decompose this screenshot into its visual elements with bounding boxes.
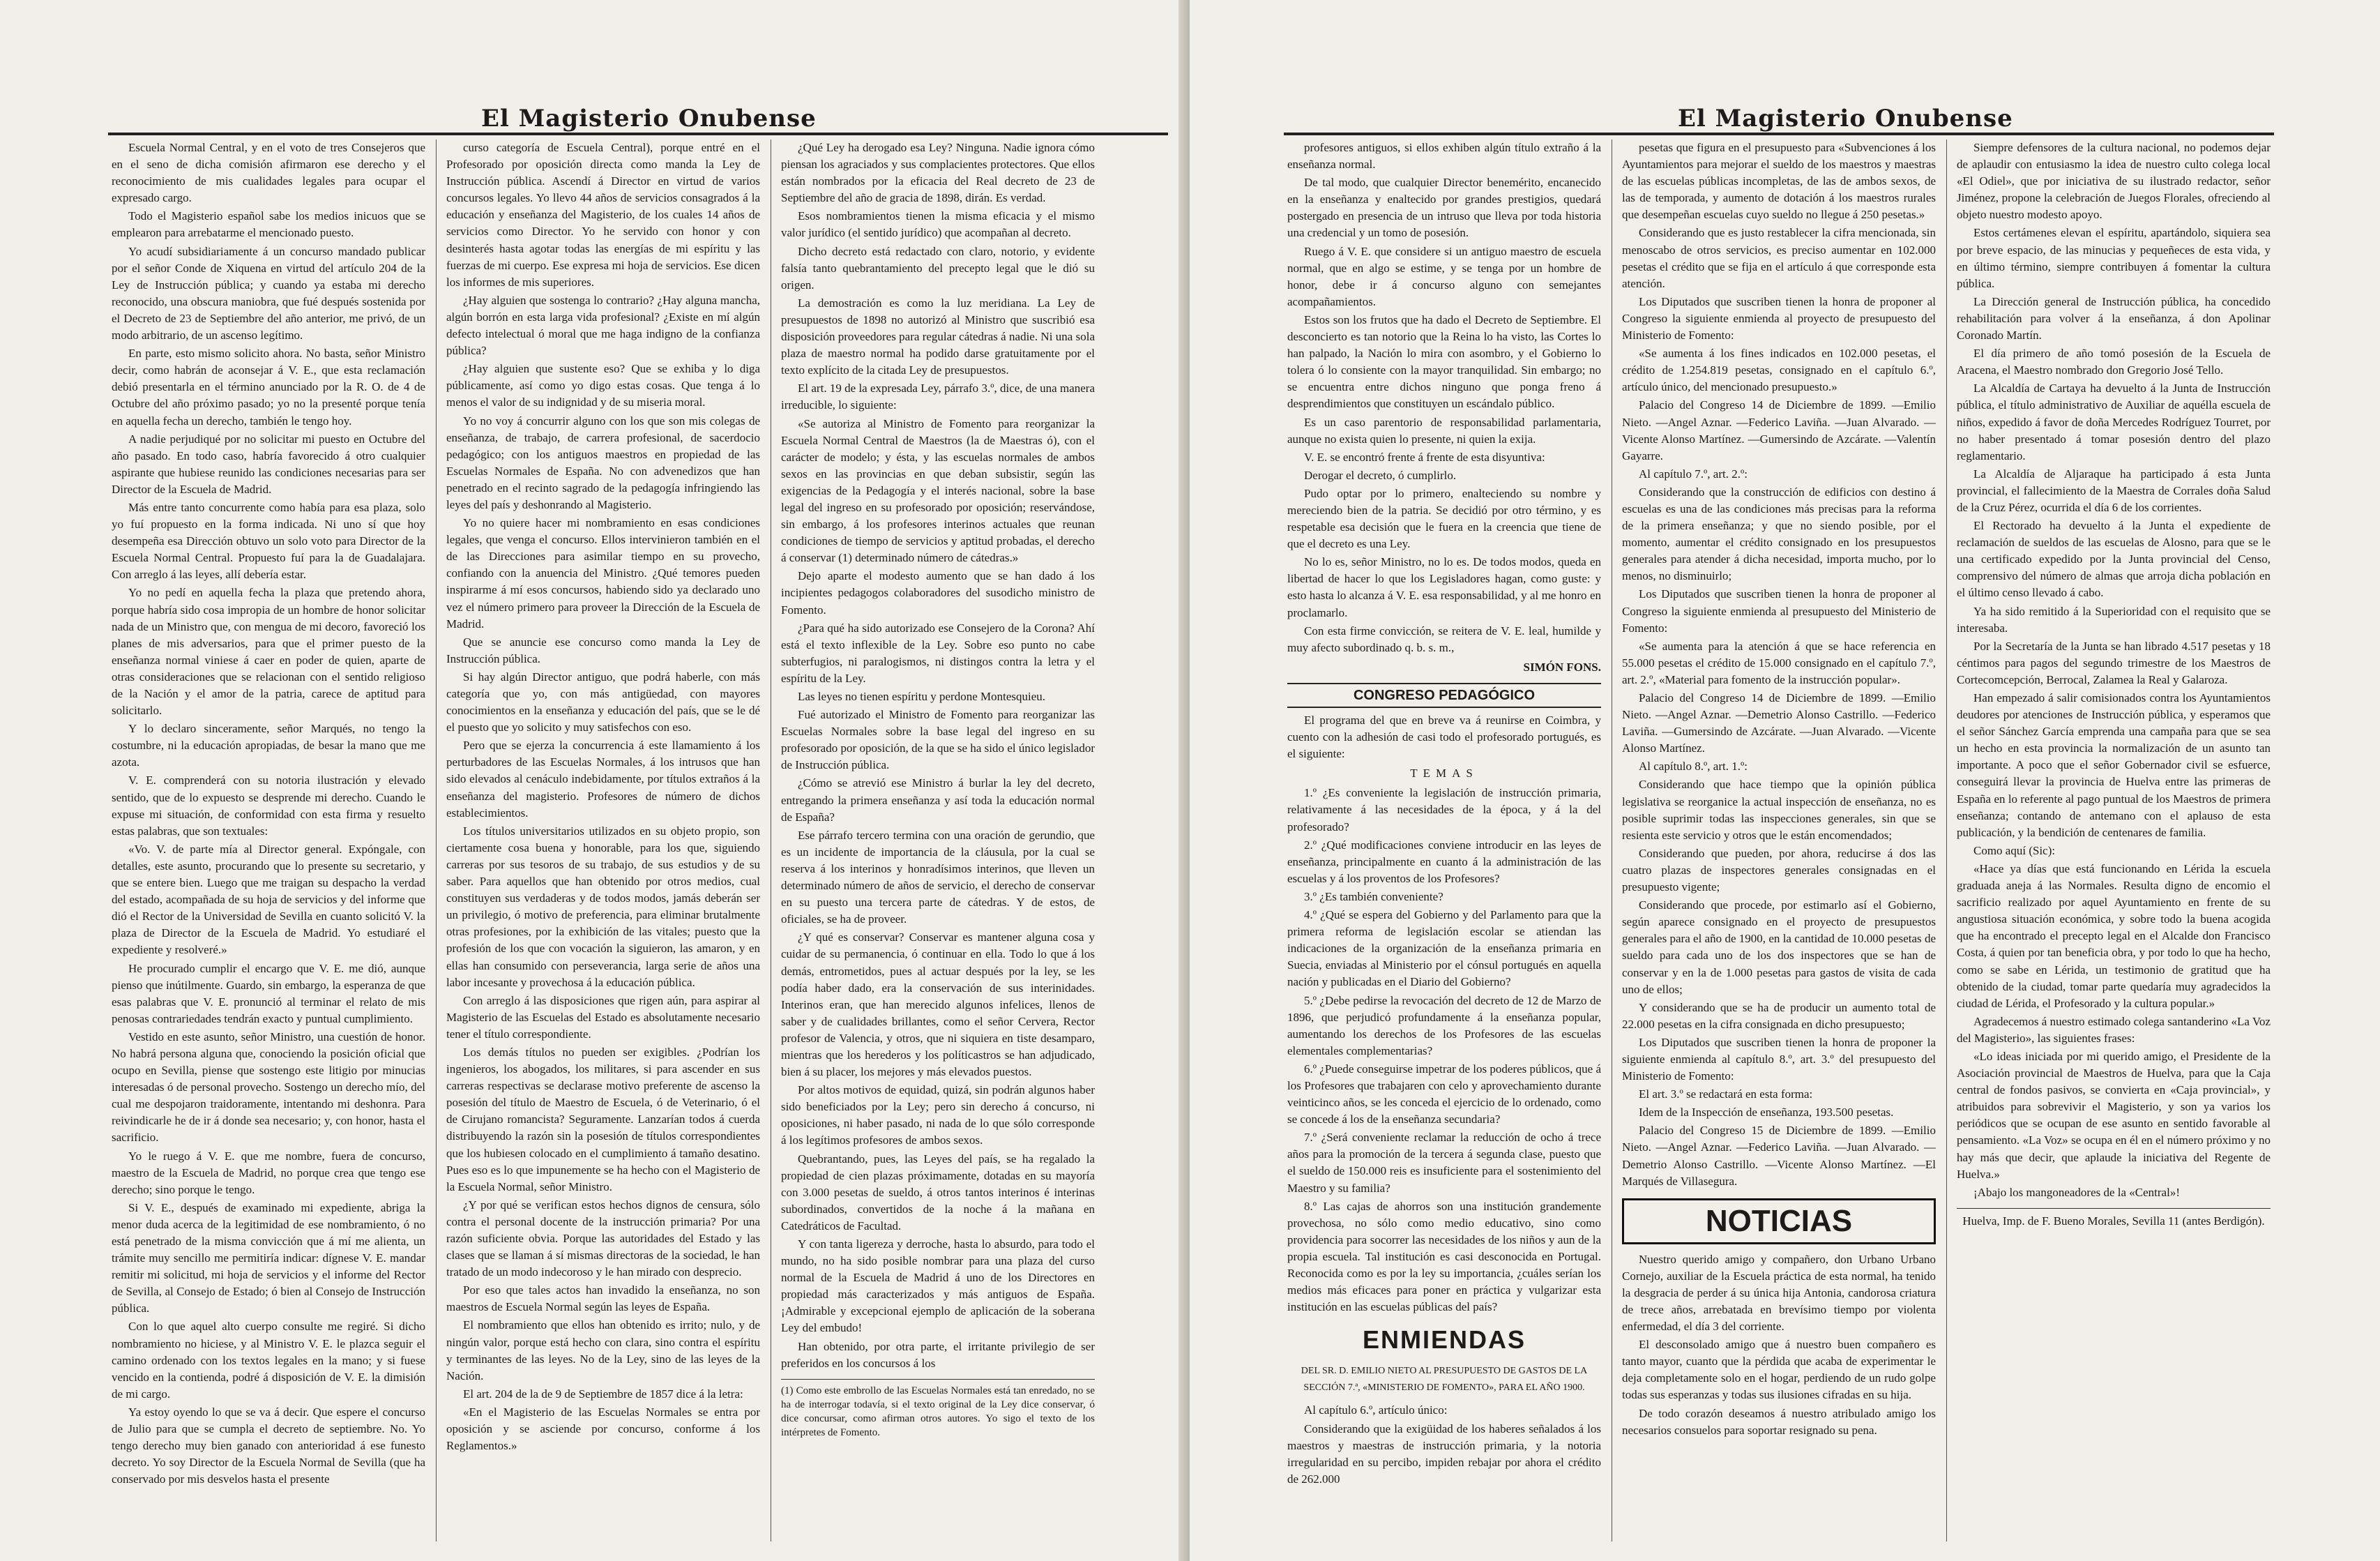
paragraph: El Rectorado ha devuelto á la Junta el expediente de reclamación de sueldos de las escuelas de Alosno, para que se le una certificado expedido por la Junta provincial del Censo, comprensivo del número de almas que arroja dicha población en el último censo llevado á cabo. <box>1957 519 2271 600</box>
paragraph: «Lo ideas iniciada por mi querido amigo, el Presidente de la Asociación provincial de Maestros de Huelva, para que la Caja central de fondos pasivos, se convierta en «Caja provincial», y atribuidos para sobrevivir el Magisterio, y son ya varios los periódicos que se ocupan de ese asunto en sentido favorable al pensamiento. «La Voz» se ocupa en él en el número próximo y no hay más que decir, que aplaude la iniciativa del Regente de Huelva.» <box>1957 1049 2271 1181</box>
paragraph: Ruego á V. E. que considere si un antiguo maestro de escuela normal, que en algo se estime, y se tenga por un hombre de honor, debe ir á concurso alguno con semejantes acompañamientos. <box>1287 244 1601 308</box>
paragraph: «En el Magisterio de las Escuelas Normales se entra por oposición y se asciende por concurso, conforme á los Reglamentos.» <box>446 1405 760 1453</box>
paragraph: El desconsolado amigo que á nuestro buen compañero es tanto mayor, cuanto que la pérdida que acaba de experimentar le deja completamente solo en el hogar, perdiendo de un rudo golpe todas sus esperanzas y todas sus ilusiones cifradas en su hija. <box>1622 1338 1936 1402</box>
paragraph: Ese párrafo tercero termina con una oración de gerundio, que es un incidente de importancia de la cláusula, por la cual se reserva á los interinos y honradísimos interinos, que lleven un determinado número de años de servicio, el derecho de conservar en su puesto una tercera parte de cátedras. Y de estos, de oficiales, se ha de proveer. <box>781 828 1095 926</box>
masthead-right: El Magisterio Onubense <box>1678 105 2013 133</box>
paragraph: Los títulos universitarios utilizados en su objeto propio, son ciertamente cosa buena y honorable, para los que, siguiendo carreras por sus tesoros de su trabajo, de sus estudios y de su saber. Para aquellos que han obtenido por otros medios, cual constituyen sus verdaderas y de todos modos, jamás deberán ser un privilegio, ó motivo de preferencia, para eliminar brutalmente otras profesiones, por la exhibición de las vitales; puesto que la profesión de los que con vocación la siguieron, las amaron, y en ellas han consumido con perseverancia, larga serie de años una labor incesante y provechosa á la educación pública. <box>446 824 760 989</box>
paragraph: Dejo aparte el modesto aumento que se han dado á los incipientes pedagogos colaboradores del susodicho ministro de Fomento. <box>781 569 1095 617</box>
paragraph: Ya estoy oyendo lo que se va á decir. Que espere el concurso de Julio para que se cumpla el decreto de septiembre. No. Yo tengo derecho muy bien ganado con anterioridad á ese funesto decreto. Yo soy Director de la Escuela Normal de Sevilla (que ha conservado por mis desvelos hasta el presente <box>112 1405 425 1486</box>
paragraph: Han obtenido, por otra parte, el irritante privilegio de ser preferidos en los concursos á los <box>781 1339 1095 1370</box>
paragraph: ¿Hay alguien que sostenga lo contrario? ¿Hay alguna mancha, algún borrón en esta larga vida profesional? ¿Existe en mí algún defecto intelectual ó moral que me haga indigno de la confianza pública? <box>446 293 760 358</box>
paragraph: Nuestro querido amigo y compañero, don Urbano Urbano Cornejo, auxiliar de la Escuela práctica de esta normal, ha tenido la desgracia de perder á su única hija Antonia, candorosa criatura de trece años, arrebatada en brevísimo tiempo por violenta enfermedad, el día 3 del corriente. <box>1622 1252 1936 1334</box>
congreso-themes <box>1287 785 1601 1315</box>
paragraph: 5.º ¿Debe pedirse la revocación del decreto de 12 de Marzo de 1896, que perjudicó profundamente á la enseñanza popular, aumentando los derechos de los Profesores de las escuelas elementales complementarias? <box>1287 993 1601 1057</box>
left-column-2 <box>446 139 760 1541</box>
enmiendas-subheading: DEL SR. D. EMILIO NIETO AL PRESUPUESTO DE GASTOS DE LA SECCIÓN 7.ª, «MINISTERIO DE FOMENTO», PARA EL AÑO 1900. <box>1301 1366 1588 1394</box>
paragraph: Los Diputados que suscriben tienen la honra de proponer la siguiente enmienda al capítulo 8.º, art. 3.º del presupuesto del Ministerio de Fomento: <box>1622 1035 1936 1083</box>
paragraph: «Vo. V. de parte mía al Director general. Expóngale, con detalles, este asunto, procurando que lo presente su secretario, y que se entere bien. Luego que me traigan su despacho la verdad del estado, acompañada de su hoja de servicios y del informe que dió el Rector de la Universidad de Sevilla en cuanto solicitó V. la plaza de Director de la Escuela de Madrid. Yo estudiaré el expediente y resolveré.» <box>112 842 425 957</box>
paragraph: La Alcaldía de Aljaraque ha participado á esta Junta provincial, el fallecimiento de la Maestra de Corrales doña Salud de la Cruz Pérez, ocurrida el día 6 de los corrientes. <box>1957 467 2271 514</box>
paragraph: «Se autoriza al Ministro de Fomento para reorganizar la Escuela Normal Central de Maestros (la de Maestras ó), con el carácter de modelo; y ésta, y las escuelas normales de ambos sexos en las provincias en que deban subsistir, según las exigencias de la Pedagogía y el interés nacional, sobre la base legal del ingreso en su profesorado por oposición; reservándose, sin embargo, á los profesores interinos actuales que reunan condiciones de tiempo de servicios y aptitud probadas, el derecho á conservar (1) determinado número de cátedras.» <box>781 416 1095 565</box>
paragraph: ¿Y qué es conservar? Conservar es mantener alguna cosa y cuidar de su permanencia, ó continuar en ella. Todo lo que á los demás, entrometidos, pues al actuar después por la ley, se les podía haber dado, era la conservación de sus interinidades. Interinos eran, que han merecido algunos infelices, llenos de saber y de cualidades brillantes, como el señor Cervera, Rector profesor de Valencia, y otros, que ni siquiera en tiste desamparo, mientras que los herederos y los políticastros se han adjudicado, bien á su placer, los mejores y más elevados puestos. <box>781 930 1095 1079</box>
congreso-intro: El programa del que en breve va á reunirse en Coimbra, y cuento con la adhesión de casi todo el profesorado portugués, es el siguiente: <box>1287 714 1601 761</box>
right-column-2 <box>1622 139 1936 1541</box>
paragraph: Agradecemos á nuestro estimado colega santanderino «La Voz del Magisterio», las siguientes frases: <box>1957 1014 2271 1045</box>
right-column-3-text <box>1957 139 2271 1201</box>
temas-label: TEMAS <box>1410 767 1478 780</box>
right-column-2-text <box>1622 139 1936 1190</box>
paragraph: Que se anuncie ese concurso como manda la Ley de Instrucción pública. <box>446 635 760 665</box>
paragraph: Los Diputados que suscriben tienen la honra de proponer al Congreso la siguiente enmienda al proyecto de presupuesto del Ministerio de Fomento: <box>1622 294 1936 342</box>
paragraph: Ya ha sido remitido á la Superioridad con el requisito que se interesaba. <box>1957 604 2271 635</box>
paragraph: La demostración es como la luz meridiana. La Ley de presupuestos de 1898 no autorizó al Ministro que suscribió esa disposición proveedores para regular cátedras á nadie. Ni una sola plaza de maestro normal ha podido darse gratuitamente por el texto explícito de la citada Ley de presupuestos. <box>781 296 1095 377</box>
paragraph: A nadie perjudiqué por no solicitar mi puesto en Octubre del año pasado. En todo caso, habría favorecido á otro cualquier aspirante que hubiese reunido las condiciones necesarias para ser Director de la Escuela de Madrid. <box>112 432 425 496</box>
paragraph: La Alcaldía de Cartaya ha devuelto á la Junta de Instrucción pública, el título administrativo de Auxiliar de aquélla escuela de niños, expedido á favor de doña Mercedes Rodríguez Tourret, por no haber presentado á tomar posesión dentro del plazo reglamentario. <box>1957 382 2271 462</box>
paragraph: curso categoría de Escuela Central), porque entré en el Profesorado por oposición directa como manda la Ley de Instrucción pública. Ascendí á Director en virtud de varios concursos legales. Yo llevo 44 años de servicios consagrados á la educación y enseñanza del Magisterio, de los cuales 14 años de servicios como Director. Yo he servido con honor y con desinterés hasta agotar todas las energías de mi espíritu y las fuerzas de mi cuerpo. Ese expresa mi hoja de servicios. Ese dicen los informes de mis superiores. <box>446 141 760 289</box>
left-column-3 <box>781 139 1095 1541</box>
paragraph: Fué autorizado el Ministro de Fomento para reorganizar las Escuelas Normales sobre la base legal del ingreso en su profesorado por oposición, de la que se ha sido el único legislador de Instrucción pública. <box>781 708 1095 772</box>
noticias-text <box>1622 1251 1936 1439</box>
paragraph: Como aquí (Sic): <box>1973 843 2056 857</box>
paragraph: Al capítulo 8.º, art. 1.º: <box>1639 760 1748 774</box>
paragraph: 8.º Las cajas de ahorros son una institución grandemente provechosa, no sólo como medio educativo, sino como providencia para socorrer las necesidades de los niños y aun de la propia escuela. Tal institución es casi desconocida en Portugal. Reconocida como es por la ley su importancia, ¿cuáles serían los medios más eficaces para poner en práctica y vulgarizar esta institución en las escuelas públicas del país? <box>1287 1199 1601 1314</box>
paragraph: «Hace ya días que está funcionando en Lérida la escuela graduada aneja á las Normales. Resulta digno de encomio el sacrificio realizado por aquel Ayuntamiento en frente de su angustiosa situación económica, y sobre todo la buena acogida que ha encontrado el precepto legal en el Alcalde don Francisco Costa, á quien por tan beneficia obra, y por todo lo que ha hecho, como se sabe en Lérida, un testimonio de gratitud que ha obtenido de la ciudad, tomar parte quedaría muy agradecidos la ciudad de Lérida, el Profesorado y la cultura popular.» <box>1957 861 2271 1010</box>
paragraph: Palacio del Congreso 14 de Diciembre de 1899. —Emilio Nieto. —Angel Aznar. —Federico Laviña. —Juan Alvarado. —Vicente Alonso Martínez. —Gumersindo de Azcárate. —Valentín Gayarre. <box>1622 398 1936 462</box>
paragraph: Palacio del Congreso 14 de Diciembre de 1899. —Emilio Nieto. —Angel Aznar. —Demetrio Alonso Castrillo. —Federico Laviña. —Gumersindo de Azcárate. —Juan Alvarado. —Vicente Alonso Martínez. <box>1622 691 1936 755</box>
paragraph: Yo acudí subsidiariamente á un concurso mandado publicar por el señor Conde de Xiquena en virtud del artículo 204 de la Ley de Instrucción pública; y cuando ya estaba mi derecho reconocido, una obscura maniobra, que fué después sostenida por el Decreto de 23 de Septiembre del año anterior, me privó, de un modo arbitrario, de un ascenso legítimo. <box>112 244 425 342</box>
paragraph: Siempre defensores de la cultura nacional, no podemos dejar de aplaudir con entusiasmo la idea de nuestro culto colega local «El Odiel», que por iniciativa de su ilustrado redactor, señor Jiménez, propone la celebración de Juegos Florales, ofreciendo al objeto nuestro modesto apoyo. <box>1957 141 2271 222</box>
paragraph: V. E. comprenderá con su notoria ilustración y elevado sentido, que de lo expuesto se desprende mi derecho. Cuando le expuse mi situación, de conformidad con esta firma y resuelto estas palabras, que son textuales: <box>112 774 425 838</box>
paragraph: Considerando que es justo restablecer la cifra mencionada, sin menoscabo de otros servicios, es preciso aumentar en 102.000 pesetas el crédito que se fija en el artículo á que corresponde esta atención. <box>1622 226 1936 290</box>
paragraph: Yo no quiere hacer mi nombramiento en esas condiciones legales, que venga el concurso. Ellos intervinieron también en el de las Direcciones para asimilar tiempo en su provecho, confiando con la anuencia del Ministro. ¿Qué temores pueden inspirarme á mí esos concursos, habiendo sido ya declarado uno vez el número primero para proveer la Dirección de la Escuela de Madrid. <box>446 516 760 631</box>
paragraph: Esos nombramientos tienen la misma eficacia y el mismo valor jurídico (el sentido jurídico) que acompañan al decreto. <box>781 209 1095 240</box>
paragraph: Es un caso parentorio de responsabilidad parlamentaria, aunque no exista quien lo presente, ni quien la exija. <box>1287 415 1601 446</box>
paragraph: Y considerando que se ha de producir un aumento total de 22.000 pesetas en la cifra consignada en dicho presupuesto; <box>1622 1000 1936 1031</box>
paragraph: El nombramiento que ellos han obtenido es irrito; nulo, y de ningún valor, porque está hecho con clara, sino contra el espíritu y terminantes de las leyes. No de la Ley, sino de las leyes de la Nación. <box>446 1318 760 1382</box>
paragraph: Palacio del Congreso 15 de Diciembre de 1899. —Emilio Nieto. —Angel Aznar. —Federico Laviña. —Juan Alvarado. —Demetrio Alonso Castrillo. —Vicente Alonso Martínez. —El Marqués de Villasegura. <box>1622 1124 1936 1188</box>
paragraph: 4.º ¿Qué se espera del Gobierno y del Parlamento para que la primera reforma de legislación escolar se atiendan las indicaciones de la organización de la enseñanza primaria en Suecia, enviadas al Ministerio por el cónsul portugués en aquella nación y publicadas en el Diario del Gobierno? <box>1287 908 1601 989</box>
paragraph: «Se aumenta á los fines indicados en 102.000 pesetas, el crédito de 1.254.819 pesetas, consignado en el capítulo 6.º, artículo único, del mencionado presupuesto.» <box>1622 347 1936 394</box>
paragraph: Considerando que hace tiempo que la opinión pública legislativa se reorganice la actual inspección de enseñanza, no es posible suprimir todas las inspecciones generales, sin que se resienta este servicio y otros que le están encomendados; <box>1622 778 1936 842</box>
paragraph: Y lo declaro sinceramente, señor Marqués, no tengo la costumbre, ni la educación apropiadas, de besar la mano que me azota. <box>112 722 425 769</box>
paragraph: pesetas que figura en el presupuesto para «Subvenciones á los Ayuntamientos para mejorar el sueldo de los maestros y maestras de las escuelas públicas incompletas, de las de ambos sexos, de las de temporada, y aumento de dotación á los maestros rurales que desempeñan escuelas cuyo sueldo no llegue á 250 pesetas.» <box>1622 141 1936 222</box>
paragraph: Las leyes no tienen espíritu y perdone Montesquieu. <box>798 690 1046 703</box>
paragraph: 3.º ¿Es también conveniente? <box>1304 889 1443 903</box>
paragraph: Los Diputados que suscriben tienen la honra de proponer al Congreso la siguiente enmienda al presupuesto del Ministerio de Fomento: <box>1622 587 1936 635</box>
paragraph: 1.º ¿Es conveniente la legislación de instrucción primaria, relativamente á las necesidades de la época, y á la del profesorado? <box>1287 786 1601 834</box>
paragraph: Por la Secretaría de la Junta se han librado 4.517 pesetas y 18 céntimos para pagos del segundo trimestre de los Maestros de Cortecomcepción, Berrocal, Zalamea la Real y Galaroza. <box>1957 639 2271 686</box>
paragraph: He procurado cumplir el encargo que V. E. me dió, aunque pienso que inútilmente. Guardo, sin embargo, la esperanza de que esas palabras que V. E. pronunció al terminar el relato de mis penosas contrariedades tendrán exacto y puntual cumplimiento. <box>112 961 425 1025</box>
right-column-3 <box>1957 139 2271 1541</box>
column-divider <box>436 139 437 1541</box>
imprint: Huelva, Imp. de F. Bueno Morales, Sevilla 11 (antes Berdigón). <box>1957 1208 2271 1230</box>
paragraph: Considerando que la exigüidad de los haberes señalados á los maestros y maestras de instrucción primaria, y la notoria irregularidad en su percibo, impiden rebajar por ahora el crédito de 262.000 <box>1287 1422 1601 1486</box>
noticias-heading: NOTICIAS <box>1622 1198 1936 1244</box>
paragraph: 7.º ¿Será conveniente reclamar la reducción de ocho á trece años para la promoción de la tercera á segunda clase, puesto que el sueldo de 150.000 reis es insuficiente para el sostenimiento del Maestro y su familia? <box>1287 1131 1601 1195</box>
left-column-1 <box>112 139 425 1541</box>
paragraph: El art. 3.º se redactará en esta forma: <box>1639 1087 1813 1101</box>
masthead-left: El Magisterio Onubense <box>481 105 817 133</box>
left-column-3-text <box>781 139 1095 1372</box>
paragraph: Más entre tanto concurrente como había para esa plaza, solo yo fuí propuesto en la forma indicada. Ni uno sí que hoy desempeña esa Dirección obtuvo un solo voto para Director de la Escuela Normal Central. Propuesto fuí para la de Guadalajara. Con arreglo á las leyes, allí debería estar. <box>112 500 425 582</box>
paragraph: Y con tanta ligereza y derroche, hasta lo absurdo, para todo el mundo, no ha sido posible nombrar para una plaza del curso normal de la Escuela de Madrid á uno de los Directores en propiedad más caracterizados y más antiguos de España. ¡Admirable y excepcional ejemplo de aplicación de la soberana Ley del embudo! <box>781 1237 1095 1335</box>
paragraph: 6.º ¿Puede conseguirse impetrar de los poderes públicos, que á los Profesores que trabajaren con celo y aprovechamiento durante veinticinco años, se les conceda el ejercicio de lo ordenado, como se concede á los de la enseñanza secundaria? <box>1287 1062 1601 1126</box>
paragraph: ¿Para qué ha sido autorizado ese Consejero de la Corona? Ahí está el texto inflexible de la Ley. Sobre eso punto no cabe subterfugios, ni paralogismos, ni distingos contra la letra y el espíritu de la Ley. <box>781 621 1095 685</box>
paragraph: ¡Abajo los mangoneadores de la «Central»! <box>1973 1185 2180 1199</box>
enmiendas-heading: ENMIENDAS <box>1362 1325 1526 1355</box>
paragraph: Al capítulo 6.º, artículo único: <box>1304 1403 1448 1417</box>
paragraph: Escuela Normal Central, y en el voto de tres Consejeros que en el seno de dicha comisión afirmaron ese derecho y el reconocimiento de mis cualidades legales para ocupar el expresado cargo. <box>112 141 425 205</box>
congreso-heading: CONGRESO PEDAGÓGICO <box>1287 683 1601 708</box>
column-divider <box>1946 139 1947 1541</box>
paragraph: Yo le ruego á V. E. que me nombre, fuera de concurso, maestro de la Escuela de Madrid, no porque crea que tengo ese derecho; sino porque le tengo. <box>112 1149 425 1196</box>
paragraph: El art. 204 de la de 9 de Septiembre de 1857 dice á la letra: <box>463 1387 743 1401</box>
paragraph: En parte, esto mismo solicito ahora. No basta, señor Ministro decir, como habrán de aconsejar á V. E., que esta reclamación debió presentarla en el término anunciado por la R. O. de 4 de Octubre del año próximo pasado; yo no la presenté porque tenía en aquella fecha un derecho, también le tengo hoy. <box>112 347 425 428</box>
paragraph: ¿Qué Ley ha derogado esa Ley? Ninguna. Nadie ignora cómo piensan los agraciados y sus complacientes protectores. Que ellos están nombrados por la eficacia del Real decreto de 23 de Septiembre del año de gracia de 1898, dirán. Es verdad. <box>781 141 1095 205</box>
enmiendas-text <box>1287 1402 1601 1487</box>
paragraph: Vestido en este asunto, señor Ministro, una cuestión de honor. No habrá persona alguna que, conociendo la posición oficial que ocupo en Sevilla, piense que sostengo este litigio por minucias interesadas ó de personal provecho. Sostengo un derecho mío, del cual me despojaron traidoramente, intentando mi deshonra. Para reivindicarle he de ir á donde sea necesario; y, con honor, hasta el sacrificio. <box>112 1030 425 1145</box>
paragraph: Con arreglo á las disposiciones que rigen aún, para aspirar al Magisterio de las Escuelas del Estado es absolutamente necesario tener el título correspondiente. <box>446 993 760 1041</box>
paragraph: El día primero de año tomó posesión de la Escuela de Aracena, el Maestro nombrado don Gregorio José Tello. <box>1957 347 2271 377</box>
masthead-rule-left <box>108 133 1168 135</box>
paragraph: Pero que se ejerza la concurrencia á este llamamiento á los perturbadores de las Escuelas Normales, á los intrusos que han sido elevados al cenáculo indebidamente, por títulos extraños á la enseñanza del magisterio. Profesores de número de dichos establecimientos. <box>446 739 760 820</box>
paragraph: Todo el Magisterio español sabe los medios inicuos que se emplearon para arrebatarme el mencionado puesto. <box>112 209 425 240</box>
paragraph: Con esta firme convicción, se reitera de V. E. leal, humilde y muy afecto subordinado q. b. s. m., <box>1287 624 1601 654</box>
paragraph: Considerando que pueden, por ahora, reducirse á dos las cuatro plazas de inspectores generales consignadas en el presupuesto vigente; <box>1622 846 1936 894</box>
paragraph: La Dirección general de Instrucción pública, ha concedido rehabilitación para volver á la enseñanza, á don Apolinar Coronado Martín. <box>1957 294 2271 342</box>
masthead-rule-right <box>1284 133 2274 135</box>
paragraph: Por eso que tales actos han invadido la enseñanza, no son maestros de Escuela Normal según las leyes de España. <box>446 1283 760 1314</box>
paragraph: Los demás títulos no pueden ser exigibles. ¿Podrían los ingenieros, los abogados, los militares, si para ascender en sus carreras respectivas se declarase motivo preferente de ascenso la posesión del título de Maestro de Escuela, ó de Veterinario, ó el de Cirujano romancista? Seguramente. Lanzarían todos á cuerda distribuyendo la razón sin la posesión de títulos correspondientes que los hubiesen colocado en el cumplimiento á tamaño desatino. Pues eso es lo que impunemente se ha hecho con el Magisterio de la Escuela Normal, señor Ministro. <box>446 1045 760 1193</box>
paragraph: ¿Y por qué se verifican estos hechos dignos de censura, sólo contra el personal docente de la instrucción primaria? Por una razón suficiente obvia. Porque las autoridades del Estado y las clases que se llaman á sí mismas directoras de la sociedad, le han tratado de un modo indecoroso y le han mirado con desprecio. <box>446 1198 760 1279</box>
signature: SIMÓN FONS. <box>1523 660 1601 674</box>
paragraph: Con lo que aquel alto cuerpo consulte me regiré. Si dicho nombramiento no hiciese, y al Ministro V. E. le plazca seguir el camino ordenado con los textos legales en la mano; y si fuese vencido en la contienda, podré á disposición de V. E. la dimisión de mi cargo. <box>112 1320 425 1401</box>
paragraph: Estos son los frutos que ha dado el Decreto de Septiembre. El desconcierto es tan notorio que la Reina lo ha visto, las Cortes lo han palpado, la Nación lo mira con asombro, y el Gobierno lo tolera ó lo consiente con la mayor tranquilidad. Sin embargo; no se encuentra entre dichos ninguno que ponga freno á desprendimientos que constituyen un escándalo público. <box>1287 312 1601 411</box>
paragraph: De tal modo, que cualquier Director benemérito, encanecido en la enseñanza y enaltecido por grandes prestigios, quedará postergado en presencia de un intruso que lleva por toda historia una credencial y un tomo de posesión. <box>1287 176 1601 240</box>
paragraph: Al capítulo 7.º, art. 2.º: <box>1639 467 1748 481</box>
paragraph: Dicho decreto está redactado con claro, notorio, y evidente falsía tanto quebrantamiento del precepto legal que le dió su origen. <box>781 244 1095 292</box>
paragraph: V. E. se encontró frente á frente de esta disyuntiva: <box>1304 450 1545 464</box>
paragraph: ¿Hay alguien que sustente eso? Que se exhiba y lo diga públicamente, así como yo digo estas cosas. Que tenga á lo menos el valor de su indignidad y de su miseria moral. <box>446 362 760 409</box>
paragraph: Por altos motivos de equidad, quizá, sin podrán algunos haber sido beneficiados por la Ley; pero sin derecho á concurso, ni oposiciones, ni haber pasado, ni nada de lo que sólo corresponde á los legítimos profesores de ambos sexos. <box>781 1083 1095 1147</box>
paragraph: 2.º ¿Qué modificaciones conviene introducir en las leyes de enseñanza, principalmente en cuanto á la administración de las escuelas y á los proventos de los Profesores? <box>1287 838 1601 885</box>
paragraph: profesores antiguos, si ellos exhiben algún título extraño á la enseñanza normal. <box>1287 141 1601 172</box>
paragraph: Idem de la Inspección de enseñanza, 193.500 pesetas. <box>1639 1106 1894 1119</box>
paragraph: El art. 19 de la expresada Ley, párrafo 3.º, dice, de una manera irreducible, lo siguiente: <box>781 382 1095 412</box>
paragraph: Si hay algún Director antiguo, que podrá haberle, con más categoría que yo, con más antigüedad, con mayores conocimientos en la enseñanza y educación del país, que se le dé el puesto que yo solicito y muy satisfechos con eso. <box>446 670 760 734</box>
paragraph: Considerando que la construcción de edificios con destino á escuelas es una de las condiciones más precisas para la reforma de la primera enseñanza; y que no siendo posible, por el momento, aumentar el crédito consignado en los presupuestos generales para atender á dicha necesidad, importa mucho, por lo menos, no disminuirlo; <box>1622 485 1936 583</box>
right-page <box>1190 0 2380 1561</box>
paragraph: ¿Cómo se atrevió ese Ministro á burlar la ley del decreto, entregando la primera enseñanza y así toda la educación normal de España? <box>781 776 1095 824</box>
right-column-1 <box>1287 139 1601 1541</box>
paragraph: Si V. E., después de examinado mi expediente, abriga la menor duda acerca de la legitimidad de ese nombramiento, ó no está penetrado de la misma convicción que á mí me alienta, un trámite muy sencillo me permitiría indicar: dígnese V. E. mandar remitir mi solicitud, mi hoja de servicios y el informe del Rector de Sevilla, al Consejo de Estado; ó bien al Consejo de Instrucción pública. <box>112 1200 425 1315</box>
paragraph: Yo no pedí en aquella fecha la plaza que pretendo ahora, porque habría sido cosa impropia de un hombre de honor solicitar nada de un Ministro que, con mengua de mi decoro, favoreció los planes de mis adversarios, para que el primer puesto de la enseñanza normal viniese á caer en poder de quien, aparte de otras consideraciones que se relacionan con el sentido religioso de la Nación y el amor de la patria, carece de aptitud para solicitarlo. <box>112 586 425 718</box>
paragraph: Yo no voy á concurrir alguno con los que son mis colegas de enseñanza, de trabajo, de carrera profesional, de sacerdocio pedagógico; con los antiguos maestros en propiedad de las Escuelas Normales de España. No con advenedizos que han penetrado en el recinto sagrado de la pedagogía infringiendo las leyes del país y deshonrando al Magisterio. <box>446 414 760 511</box>
right-column-1-text <box>1287 139 1601 656</box>
paragraph: Quebrantando, pues, las Leyes del país, se ha regalado la propiedad de cien plazas próximamente, dotadas en su mayoría con 3.000 pesetas de sueldo, á otros tantos interinos é interinas subordinados, convertidos de la noche á la mañana en Catedráticos de Facultad. <box>781 1152 1095 1232</box>
paragraph: Estos certámenes elevan el espíritu, apartándolo, siquiera sea por breve espacio, de las minucias y pequeñeces de esta vida, y en último término, siempre contribuyen á fomentar la cultura pública. <box>1957 226 2271 290</box>
paragraph: De todo corazón deseamos á nuestro atribulado amigo los necesarios consuelos para soportar resignado su pena. <box>1622 1406 1936 1437</box>
paragraph: «Se aumenta para la atención á que se hace referencia en 55.000 pesetas el crédito de 15.000 consignado en el capítulo 7.º, art. 2.º, «Material para fomento de la instrucción popular». <box>1622 639 1936 686</box>
paragraph: Derogar el decreto, ó cumplirlo. <box>1304 468 1457 482</box>
footnote: (1) Como este embrollo de las Escuelas Normales está tan enredado, no se ha de interrogar todavía, si el texto original de la Ley dice conservar, ó dice concursar, como afirman otros autores. Yo sigo el texto de los intérpretes de Fomento. <box>781 1379 1095 1440</box>
paragraph: Considerando que procede, por estimarlo así el Gobierno, según aparece consignado en el proyecto de presupuestos generales para el año de 1900, en la cantidad de 10.000 pesetas de sueldo para cada uno de los dos inspectores que se han de conservar y en la de 1.000 pesetas para gastos de visita de cada uno de ellos; <box>1622 898 1936 996</box>
paragraph: Han empezado á salir comisionados contra los Ayuntamientos deudores por atenciones de Instrucción pública, y esperamos que el señor Sánchez García emprenda una campaña para que se sea un hecho en esta provincia la normalización de un asunto tan importante. A poco que el señor Gobernador civil se esfuerce, conseguirá llevar la provincia de Huelva entre las primeras de España en lo referente al pago puntual de los Maestros de primera enseñanza; contando de antemano con el aplauso de esta publicación, y la bendición de centenares de familia. <box>1957 691 2271 839</box>
paragraph: No lo es, señor Ministro, no lo es. De todos modos, queda en libertad de hacer lo que los Legisladores hagan, como guste: y esto hasta lo alcanza á V. E. esa responsabilidad, y al me honro en proclamarlo. <box>1287 555 1601 619</box>
paragraph: Pudo optar por lo primero, enalteciendo su nombre y mereciendo bien de la patria. Se decidió por otro término, y es respetable esa decisión que le fuera en la creencia que tiene de que el decreto es una Ley. <box>1287 486 1601 551</box>
